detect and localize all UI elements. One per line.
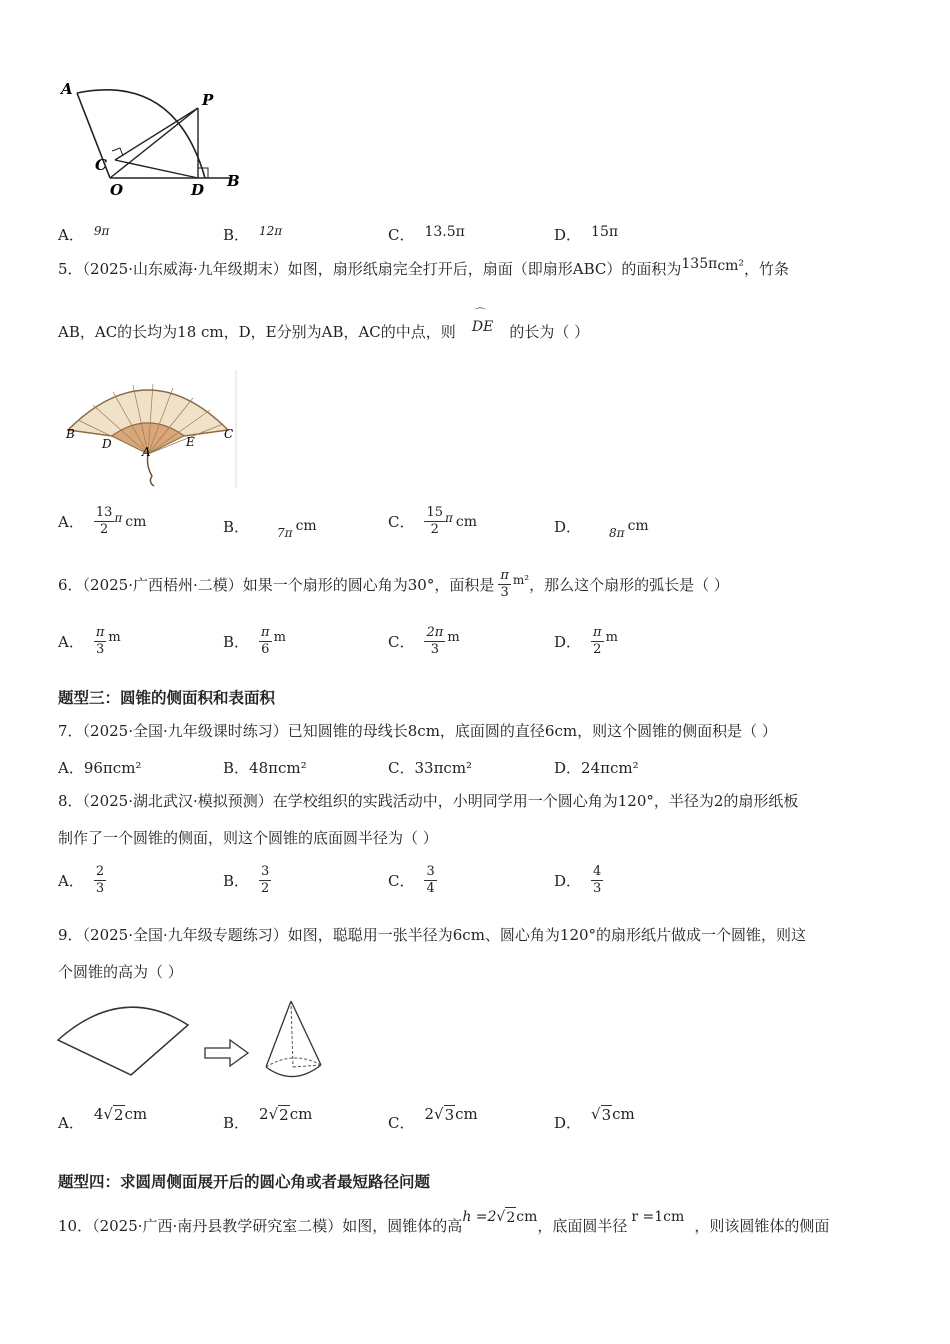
frac-num: 3 (426, 864, 435, 879)
q10-text2: ，底面圆半径 (537, 1217, 628, 1235)
q5-area: 135π (681, 256, 718, 272)
q9-option-a[interactable] (58, 1105, 148, 1133)
unit: m (447, 630, 460, 645)
unit: cm (289, 1105, 313, 1123)
frac-den: 3 (95, 642, 105, 657)
arc-mark: ⌒ (474, 307, 486, 320)
option-letter: A． (58, 633, 84, 651)
q9-line1: 9．（2025·全国·九年级专题练习）如图，聪聪用一张半径为6cm、圆心角为120°的扇形纸片做成一个圆锥，则这 (58, 926, 807, 944)
sqrt: √ 3 (434, 1105, 455, 1124)
option-letter: C． (388, 226, 415, 244)
h-value: h =2 (462, 1208, 497, 1225)
fraction (424, 505, 445, 538)
frac-num: 2 (95, 864, 105, 879)
section-heading-3: 题型三：圆锥的侧面积和表面积 (58, 689, 276, 707)
cone-left-side (266, 1001, 291, 1067)
arrow-icon (205, 1040, 248, 1066)
option-value: 12π (259, 223, 283, 238)
frac-den: 6 (261, 642, 270, 657)
frac-num: π (261, 625, 270, 640)
frac-den: 3 (593, 881, 602, 896)
option-letter: D． (554, 633, 582, 651)
unit: cm (612, 1105, 635, 1123)
fraction (591, 864, 603, 897)
unit: cm (124, 1105, 148, 1123)
fraction (591, 625, 604, 658)
fraction (94, 625, 107, 658)
radicand: 3 (601, 1106, 612, 1124)
option-letter: C． (388, 513, 415, 531)
q9-sector-to-cone-figure (55, 995, 345, 1090)
q7-question: 7．（2025·全国·九年级课时练习）已知圆锥的母线长8cm，底面圆的直径6cm，则这个圆锥的侧面积是（ ） (58, 722, 777, 740)
q5-line2 (58, 307, 590, 343)
q6-text2: ，那么这个扇形的弧长是（ ） (529, 575, 729, 594)
q5-fan-figure (58, 370, 238, 488)
radicand: 2 (279, 1106, 289, 1124)
frac-num: 4 (593, 864, 602, 879)
label-p: P (202, 91, 214, 109)
section-heading-4: 题型四：求圆周侧面展开后的圆心角或者最短路径问题 (58, 1173, 431, 1191)
q4-option-a[interactable] (58, 224, 109, 245)
label-a: A (61, 80, 73, 98)
pi: π (445, 510, 453, 525)
q5-option-c[interactable] (388, 505, 477, 538)
coef: 2 (424, 1105, 435, 1123)
frac-den: 4 (426, 881, 435, 896)
fraction (94, 505, 115, 538)
option-value (591, 1105, 635, 1124)
q7-option-d[interactable] (554, 757, 639, 778)
frac-den: 2 (593, 642, 602, 657)
cone-base-back (266, 1058, 321, 1067)
frac-den: 2 (99, 522, 109, 537)
frac-num: 2π (426, 625, 444, 640)
sqrt: √ 2 (496, 1208, 516, 1226)
frac-den: 2 (261, 881, 270, 896)
q5-option-d[interactable] (554, 512, 649, 540)
r-value: r =1cm (631, 1209, 685, 1225)
option-letter: A． (58, 226, 84, 244)
frac-num: 3 (261, 864, 270, 879)
option-letter: C． (388, 759, 415, 777)
frac-num: π (593, 625, 602, 640)
q9-option-b[interactable] (223, 1105, 313, 1133)
unit: m (605, 630, 618, 645)
q10-text: 10．（2025·广西·南丹县教学研究室二模）如图，圆锥体的高 (58, 1217, 463, 1235)
option-value (94, 1105, 147, 1124)
fraction (424, 625, 445, 658)
sqrt: √ 2 (268, 1105, 289, 1124)
q6-fraction (498, 568, 511, 601)
sector-paper (58, 1007, 188, 1075)
q10-text3: ，则该圆锥体的侧面 (694, 1217, 830, 1235)
q7-option-c[interactable] (388, 757, 472, 778)
fraction (259, 625, 272, 658)
label-a: A (142, 445, 151, 459)
option-letter: B． (223, 633, 250, 651)
option-letter: B． (223, 759, 250, 777)
q5-line1 (58, 256, 790, 280)
cone-radius (293, 1065, 321, 1067)
frac-num: π (95, 625, 105, 640)
q5-unit: cm² (717, 258, 745, 274)
q5-text3: 的长为（ ） (509, 323, 590, 341)
label-b: B (227, 172, 240, 190)
option-letter: A． (58, 513, 84, 531)
fraction (424, 864, 436, 897)
option-letter: C． (388, 1114, 415, 1132)
option-value: 13.5π (424, 223, 465, 240)
q6-option-c[interactable] (388, 625, 460, 658)
option-letter: B． (223, 517, 250, 536)
label-c: C (224, 427, 234, 441)
coef: 4 (93, 1105, 104, 1123)
label-d: D (191, 181, 205, 199)
q6-unit: m² (512, 572, 530, 587)
q8-line2: 制作了一个圆锥的侧面，则这个圆锥的底面圆半径为（ ） (58, 829, 438, 847)
option-value: 15π (591, 223, 619, 240)
frac-den: 3 (500, 585, 509, 600)
q6-question (58, 568, 729, 601)
frac-den: 3 (430, 642, 440, 657)
cone-height (291, 1001, 293, 1067)
q5-option-a[interactable] (58, 505, 146, 538)
option-letter: A． (58, 872, 84, 890)
q10-height (462, 1207, 537, 1228)
q7-option-b[interactable] (223, 757, 307, 778)
q5-option-b[interactable] (223, 512, 317, 540)
q8-option-c[interactable] (388, 864, 437, 897)
q5-arc-de (461, 307, 505, 343)
q9-option-c[interactable] (388, 1105, 478, 1133)
option-value (424, 1105, 477, 1124)
option-value: 8π (609, 526, 625, 540)
q4-option-b[interactable] (223, 224, 282, 245)
unit: m (273, 630, 286, 645)
q9-line2: 个圆锥的高为（ ） (58, 963, 183, 981)
q6-option-a[interactable] (58, 625, 121, 658)
option-letter: D． (554, 872, 582, 890)
segment-cd (115, 160, 198, 178)
q6-text: 6．（2025·广西梧州·二模）如果一个扇形的圆心角为30°，面积是 (58, 575, 495, 594)
option-value: 48πcm² (249, 758, 307, 777)
label-c: C (95, 156, 107, 174)
frac-den: 2 (430, 522, 439, 537)
sqrt: √ 3 (591, 1105, 612, 1124)
label-e: E (186, 435, 195, 449)
sqrt: √ 2 (103, 1105, 124, 1124)
radicand: 3 (444, 1106, 455, 1124)
option-letter: C． (388, 633, 415, 651)
label-o: O (110, 181, 124, 199)
unit: m (108, 630, 121, 645)
q8-option-d[interactable] (554, 864, 603, 897)
arc-label: DE (471, 319, 494, 335)
option-letter: A． (58, 1114, 84, 1132)
radicand: 2 (113, 1106, 124, 1124)
segment-op (110, 108, 198, 178)
q8-line1: 8．（2025·湖北武汉·模拟预测）在学校组织的实践活动中，小明同学用一个圆心角为120°，半径为2的扇形纸板 (58, 792, 799, 810)
option-letter: C． (388, 872, 415, 890)
q4-sector-figure (55, 78, 255, 203)
option-letter: B． (223, 226, 250, 244)
option-value: 7π (277, 526, 293, 540)
right-angle-c (112, 148, 123, 156)
q6-option-b[interactable] (223, 625, 286, 658)
q8-option-a[interactable] (58, 864, 106, 897)
frac-num: 13 (95, 505, 113, 520)
q4-option-c[interactable] (388, 224, 465, 245)
option-letter: D． (554, 517, 582, 536)
unit: cm (455, 1105, 478, 1123)
option-value: 9π (93, 223, 110, 238)
pi: π (114, 510, 123, 525)
option-value (259, 1105, 312, 1124)
unit: cm (295, 518, 317, 534)
q6-option-d[interactable] (554, 625, 618, 658)
option-letter: B． (223, 1114, 250, 1132)
fraction (94, 864, 106, 897)
option-letter: D． (554, 226, 582, 244)
frac-den: 3 (95, 881, 105, 896)
q10-question (58, 1208, 830, 1236)
coef: 2 (259, 1105, 269, 1123)
option-value: 24πcm² (581, 758, 639, 777)
q5-text: 5．（2025·山东威海·九年级期末）如图，扇形纸扇完全打开后，扇面（即扇形ABC）的面积为 (58, 260, 682, 278)
q4-option-d[interactable] (554, 224, 618, 245)
option-letter: D． (554, 1114, 582, 1132)
q5-tail: ，竹条 (744, 260, 790, 278)
q9-option-d[interactable] (554, 1105, 635, 1133)
q5-text2: AB，AC的长均为18 cm，D，E分别为AB，AC的中点，则 (58, 323, 456, 341)
label-b: B (66, 427, 75, 441)
radicand: 2 (505, 1207, 516, 1228)
option-letter: A． (58, 759, 84, 777)
unit: cm (455, 513, 478, 530)
frac-num: π (500, 568, 509, 583)
frac-num: 15 (426, 505, 444, 520)
fraction (259, 864, 271, 897)
option-value: 33πcm² (414, 758, 473, 777)
label-d: D (102, 437, 112, 451)
unit: cm (516, 1208, 538, 1225)
unit: cm (125, 513, 147, 530)
option-letter: D． (554, 759, 582, 777)
q7-option-a[interactable] (58, 757, 141, 778)
q8-option-b[interactable] (223, 864, 271, 897)
option-value: 96πcm² (83, 758, 142, 777)
unit: cm (627, 518, 649, 534)
option-letter: B． (223, 872, 250, 890)
cone-right-side (291, 1001, 321, 1065)
